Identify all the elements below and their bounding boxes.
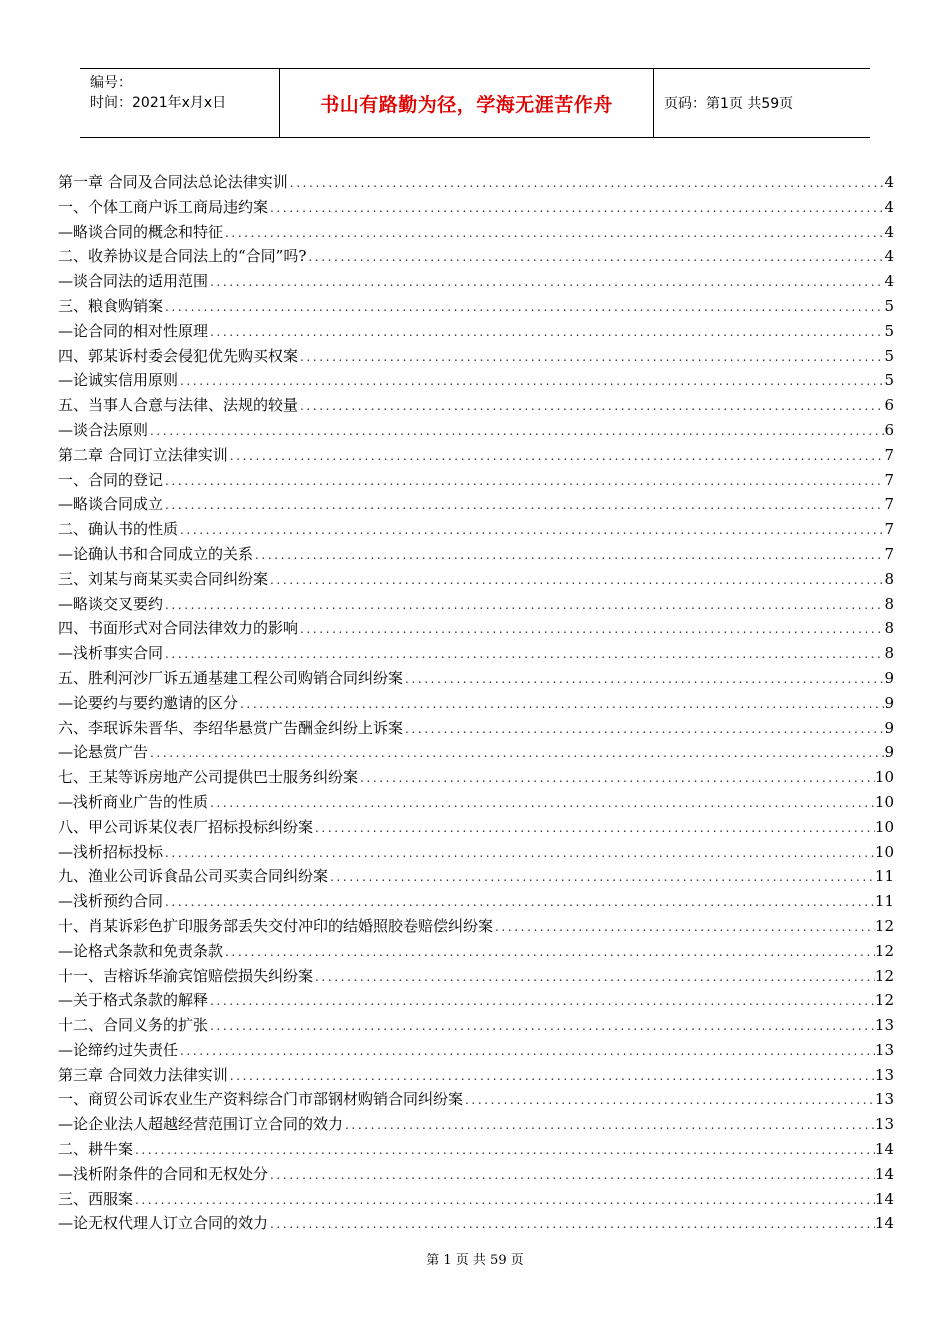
toc-leader-dots bbox=[163, 295, 884, 320]
toc-entry[interactable] bbox=[58, 220, 894, 245]
toc-leader-dots bbox=[328, 865, 875, 890]
toc-leader-dots bbox=[178, 369, 884, 394]
toc-entry-title: 三、刘某与商某买卖合同纠纷案 bbox=[58, 569, 269, 588]
toc-entry[interactable] bbox=[58, 542, 894, 567]
toc-entry-title: 一、商贸公司诉农业生产资料综合门市部钢材购销合同纠纷案 bbox=[58, 1090, 464, 1109]
toc-leader-dots bbox=[268, 568, 884, 593]
toc-leader-dots bbox=[208, 320, 884, 345]
toc-leader-dots bbox=[463, 1088, 875, 1113]
toc-entry-page-number: 12 bbox=[874, 966, 894, 985]
toc-leader-dots bbox=[343, 1113, 875, 1138]
toc-entry-page-number: 11 bbox=[874, 867, 894, 886]
toc-entry-title: —论缔约过失责任 bbox=[58, 1040, 179, 1059]
toc-entry-page-number: 13 bbox=[874, 1065, 894, 1084]
toc-entry[interactable] bbox=[58, 815, 894, 840]
header-motto: 书山有路勤为径，学海无涯苦作舟 bbox=[280, 69, 654, 137]
toc-entry-title: —关于格式条款的解释 bbox=[58, 991, 209, 1010]
toc-leader-dots bbox=[313, 965, 875, 990]
page-footer: 第 1 页 共 59 页 bbox=[426, 1253, 524, 1268]
toc-entry-title: 六、李珉诉朱晋华、李绍华悬赏广告酬金纠纷上诉案 bbox=[58, 718, 404, 737]
toc-entry-page-number: 10 bbox=[874, 842, 894, 861]
toc-entry-page-number: 8 bbox=[884, 594, 894, 613]
toc-entry[interactable] bbox=[58, 170, 894, 195]
toc-entry[interactable] bbox=[58, 914, 894, 939]
toc-entry[interactable] bbox=[58, 1162, 894, 1187]
toc-entry-page-number: 9 bbox=[884, 668, 894, 687]
toc-leader-dots bbox=[223, 940, 875, 965]
toc-entry-page-number: 13 bbox=[874, 1115, 894, 1134]
toc-entry-page-number: 9 bbox=[884, 743, 894, 762]
toc-entry[interactable] bbox=[58, 368, 894, 393]
toc-entry-title: 二、收养协议是合同法上的“合同”吗? bbox=[58, 247, 307, 266]
toc-entry-page-number: 14 bbox=[874, 1214, 894, 1233]
toc-entry-title: —浅析商业广告的性质 bbox=[58, 792, 209, 811]
toc-entry-page-number: 4 bbox=[884, 197, 894, 216]
toc-entry-page-number: 9 bbox=[884, 718, 894, 737]
toc-entry[interactable] bbox=[58, 592, 894, 617]
header-meta bbox=[80, 69, 280, 137]
toc-entry-title: 五、当事人合意与法律、法规的较量 bbox=[58, 396, 299, 415]
toc-entry-title: 三、西服案 bbox=[58, 1189, 134, 1208]
toc-entry[interactable] bbox=[58, 344, 894, 369]
toc-entry-title: 七、王某等诉房地产公司提供巴士服务纠纷案 bbox=[58, 768, 359, 787]
toc-leader-dots bbox=[403, 667, 884, 692]
toc-entry[interactable] bbox=[58, 716, 894, 741]
toc-leader-dots bbox=[178, 1039, 875, 1064]
toc-entry[interactable] bbox=[58, 1013, 894, 1038]
toc-entry[interactable] bbox=[58, 1187, 894, 1212]
toc-entry-page-number: 12 bbox=[874, 941, 894, 960]
toc-entry-page-number: 11 bbox=[874, 892, 894, 911]
toc-entry-page-number: 13 bbox=[874, 1016, 894, 1035]
toc-leader-dots bbox=[403, 717, 884, 742]
toc-leader-dots bbox=[133, 1188, 875, 1213]
toc-entry-title: 十一、吉榕诉华渝宾馆赔偿损失纠纷案 bbox=[58, 966, 314, 985]
toc-entry-page-number: 6 bbox=[884, 420, 894, 439]
toc-entry-title: 四、书面形式对合同法律效力的影响 bbox=[58, 619, 299, 638]
toc-leader-dots bbox=[148, 741, 884, 766]
toc-entry-page-number: 7 bbox=[884, 544, 894, 563]
toc-entry-title: 一、合同的登记 bbox=[58, 470, 164, 489]
toc-leader-dots bbox=[208, 791, 875, 816]
toc-leader-dots bbox=[148, 419, 884, 444]
toc-leader-dots bbox=[208, 989, 875, 1014]
toc-entry-page-number: 10 bbox=[874, 768, 894, 787]
toc-leader-dots bbox=[208, 1014, 875, 1039]
toc-leader-dots bbox=[163, 593, 884, 618]
toc-entry-page-number: 4 bbox=[884, 272, 894, 291]
document-header bbox=[80, 68, 870, 138]
toc-leader-dots bbox=[223, 221, 884, 246]
toc-entry[interactable] bbox=[58, 740, 894, 765]
toc-entry[interactable] bbox=[58, 244, 894, 269]
toc-entry-page-number: 4 bbox=[884, 173, 894, 191]
toc-entry-page-number: 7 bbox=[884, 520, 894, 539]
toc-leader-dots bbox=[163, 841, 875, 866]
toc-entry-page-number: 8 bbox=[884, 569, 894, 588]
toc-entry-title: —论合同的相对性原理 bbox=[58, 321, 209, 340]
toc-entry[interactable] bbox=[58, 393, 894, 418]
toc-entry[interactable] bbox=[58, 567, 894, 592]
toc-entry[interactable] bbox=[58, 964, 894, 989]
toc-entry-title: 八、甲公司诉某仪表厂招标投标纠纷案 bbox=[58, 817, 314, 836]
toc-entry-title: —谈合同法的适用范围 bbox=[58, 272, 209, 291]
toc-entry-title: —浅析附条件的合同和无权处分 bbox=[58, 1164, 269, 1183]
toc-entry-title: —浅析事实合同 bbox=[58, 644, 164, 663]
toc-leader-dots bbox=[208, 270, 884, 295]
toc-entry-title: 十二、合同义务的扩张 bbox=[58, 1016, 209, 1035]
toc-entry[interactable] bbox=[58, 616, 894, 641]
toc-entry[interactable] bbox=[58, 492, 894, 517]
toc-entry-page-number: 4 bbox=[884, 222, 894, 241]
table-of-contents bbox=[58, 170, 894, 1236]
toc-entry-page-number: 14 bbox=[874, 1140, 894, 1159]
toc-leader-dots bbox=[228, 444, 885, 469]
toc-leader-dots bbox=[133, 1138, 875, 1163]
toc-entry-page-number: 12 bbox=[874, 916, 894, 935]
toc-entry-title: 九、渔业公司诉食品公司买卖合同纠纷案 bbox=[58, 867, 329, 886]
toc-entry[interactable] bbox=[58, 319, 894, 344]
toc-entry[interactable] bbox=[58, 889, 894, 914]
document-number-label: 编号： bbox=[90, 75, 132, 91]
toc-entry-title: —论诚实信用原则 bbox=[58, 371, 179, 390]
toc-entry-page-number: 8 bbox=[884, 644, 894, 663]
toc-entry-title: —谈合法原则 bbox=[58, 420, 149, 439]
toc-entry-page-number: 13 bbox=[874, 1040, 894, 1059]
toc-entry[interactable] bbox=[58, 195, 894, 220]
toc-leader-dots bbox=[228, 1064, 875, 1089]
document-date: 时间：2021年x月x日 bbox=[90, 95, 227, 111]
toc-leader-dots bbox=[306, 245, 884, 270]
toc-entry-title: 第二章 合同订立法律实训 bbox=[58, 445, 228, 464]
toc-leader-dots bbox=[298, 617, 884, 642]
toc-leader-dots bbox=[163, 469, 884, 494]
toc-entry[interactable] bbox=[58, 666, 894, 691]
toc-entry-page-number: 7 bbox=[884, 470, 894, 489]
toc-entry-title: 三、粮食购销案 bbox=[58, 296, 164, 315]
toc-entry-title: —略谈交叉要约 bbox=[58, 594, 164, 613]
toc-leader-dots bbox=[268, 1212, 875, 1237]
toc-entry-page-number: 4 bbox=[884, 247, 894, 266]
toc-entry[interactable] bbox=[58, 1112, 894, 1137]
toc-leader-dots bbox=[313, 816, 875, 841]
toc-leader-dots bbox=[298, 345, 884, 370]
toc-entry-title: 二、耕牛案 bbox=[58, 1140, 134, 1159]
toc-leader-dots bbox=[178, 518, 884, 543]
toc-entry-title: —论格式条款和免责条款 bbox=[58, 941, 224, 960]
toc-entry[interactable] bbox=[58, 443, 894, 468]
toc-entry[interactable] bbox=[58, 691, 894, 716]
toc-entry-page-number: 7 bbox=[884, 495, 894, 514]
toc-entry[interactable] bbox=[58, 641, 894, 666]
toc-entry-page-number: 10 bbox=[874, 817, 894, 836]
toc-entry-page-number: 12 bbox=[874, 991, 894, 1010]
toc-entry[interactable] bbox=[58, 468, 894, 493]
toc-entry[interactable] bbox=[58, 988, 894, 1013]
toc-entry-title: 五、胜利河沙厂诉五通基建工程公司购销合同纠纷案 bbox=[58, 668, 404, 687]
toc-entry-title: 十、肖某诉彩色扩印服务部丢失交付冲印的结婚照胶卷赔偿纠纷案 bbox=[58, 916, 494, 935]
toc-entry-page-number: 5 bbox=[884, 371, 894, 390]
toc-entry[interactable] bbox=[58, 765, 894, 790]
toc-entry-page-number: 10 bbox=[874, 792, 894, 811]
toc-entry-title: —论要约与要约邀请的区分 bbox=[58, 693, 239, 712]
toc-entry-title: —论企业法人超越经营范围订立合同的效力 bbox=[58, 1115, 344, 1134]
toc-entry-title: —浅析招标投标 bbox=[58, 842, 164, 861]
toc-entry[interactable] bbox=[58, 1063, 894, 1088]
toc-entry-page-number: 14 bbox=[874, 1189, 894, 1208]
toc-leader-dots bbox=[253, 543, 884, 568]
toc-leader-dots bbox=[268, 196, 884, 221]
toc-entry-page-number: 13 bbox=[874, 1090, 894, 1109]
toc-entry[interactable] bbox=[58, 1211, 894, 1236]
toc-entry-title: 一、个体工商户诉工商局违约案 bbox=[58, 197, 269, 216]
toc-entry-title: 四、郭某诉村委会侵犯优先购买权案 bbox=[58, 346, 299, 365]
toc-entry[interactable] bbox=[58, 418, 894, 443]
toc-leader-dots bbox=[298, 394, 884, 419]
toc-entry-page-number: 8 bbox=[884, 619, 894, 638]
toc-entry[interactable] bbox=[58, 294, 894, 319]
toc-entry-title: —论无权代理人订立合同的效力 bbox=[58, 1214, 269, 1233]
toc-entry[interactable] bbox=[58, 790, 894, 815]
toc-entry[interactable] bbox=[58, 1137, 894, 1162]
toc-leader-dots bbox=[493, 915, 875, 940]
toc-entry[interactable] bbox=[58, 840, 894, 865]
toc-leader-dots bbox=[163, 642, 884, 667]
toc-entry-title: —略谈合同成立 bbox=[58, 495, 164, 514]
toc-leader-dots bbox=[288, 171, 885, 196]
toc-entry-title: 第三章 合同效力法律实训 bbox=[58, 1065, 228, 1084]
toc-entry-page-number: 14 bbox=[874, 1164, 894, 1183]
toc-entry-page-number: 9 bbox=[884, 693, 894, 712]
toc-entry-page-number: 5 bbox=[884, 296, 894, 315]
toc-leader-dots bbox=[358, 766, 875, 791]
toc-entry-page-number: 5 bbox=[884, 346, 894, 365]
toc-entry-title: —论悬赏广告 bbox=[58, 743, 149, 762]
toc-entry-title: —论确认书和合同成立的关系 bbox=[58, 544, 254, 563]
toc-leader-dots bbox=[268, 1163, 875, 1188]
toc-entry[interactable] bbox=[58, 939, 894, 964]
toc-entry-page-number: 5 bbox=[884, 321, 894, 340]
toc-entry-page-number: 7 bbox=[884, 445, 894, 464]
toc-entry[interactable] bbox=[58, 517, 894, 542]
toc-entry-title: 第一章 合同及合同法总论法律实训 bbox=[58, 173, 288, 191]
toc-entry-title: —浅析预约合同 bbox=[58, 892, 164, 911]
toc-entry-title: —略谈合同的概念和特征 bbox=[58, 222, 224, 241]
toc-leader-dots bbox=[238, 692, 884, 717]
toc-entry[interactable] bbox=[58, 864, 894, 889]
toc-entry[interactable] bbox=[58, 269, 894, 294]
header-page-info: 页码：第1页 共59页 bbox=[664, 96, 794, 112]
toc-leader-dots bbox=[163, 493, 884, 518]
toc-entry-title: 二、确认书的性质 bbox=[58, 520, 179, 539]
toc-entry-page-number: 6 bbox=[884, 396, 894, 415]
toc-entry[interactable] bbox=[58, 1038, 894, 1063]
toc-leader-dots bbox=[163, 890, 875, 915]
toc-entry[interactable] bbox=[58, 1087, 894, 1112]
